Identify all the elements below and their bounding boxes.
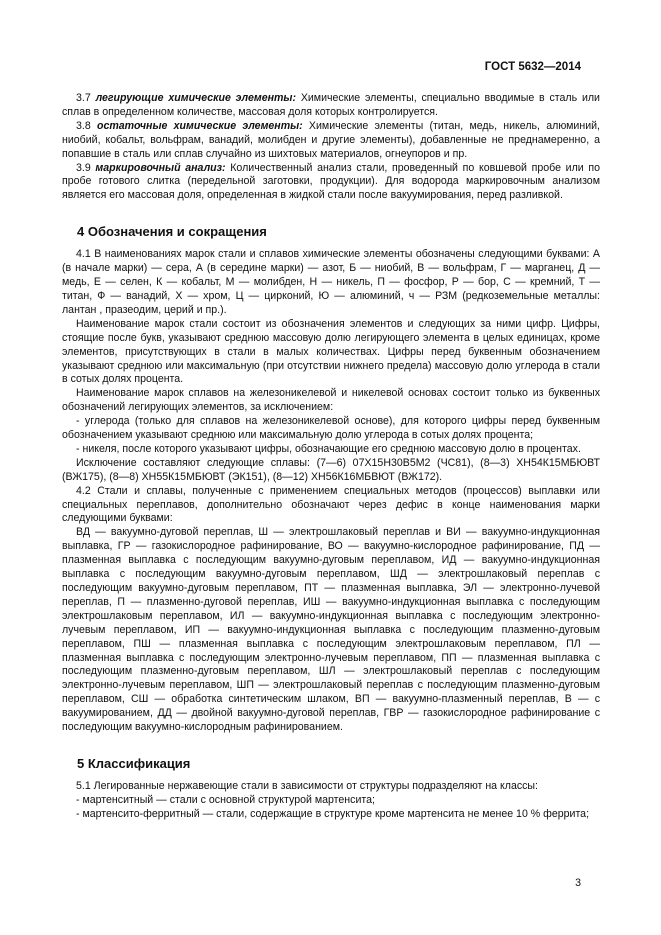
definition-3-8 [62,120,600,162]
definition-text: Количественный анализ стали, проведенный по ковшевой пробе или по пробе готового слитка (передельной заготовки, продукции). Для водорода маркировочным анализом является его массовая доля, определенная в жидкой стали после вакуумирования, перед разливкой. [62,161,601,202]
definition-number: 3.9 [76,161,91,174]
section-heading-5: 5 Классификация [77,755,191,771]
definition-text: Химические элементы (титан, медь, никель, алюминий, ниобий, кобальт, вольфрам, ванадий, молибден и другие элементы), добавленные не преднамеренно, а попавшие в сталь или сплав случайно из шихтовых материалов, огнеупоров и пр. [62,119,600,160]
list-item: - углерода (только для сплавов на железоникелевой основе), для которого цифры перед буквенным обозначением указывают среднюю или максимальную долю углерода в сотых долях процента; [62,415,600,442]
section-heading-4: 4 Обозначения и сокращения [77,224,267,240]
paragraph: Наименование марок сплавов на железоникелевой и никелевой основах состоит только из буквенных обозначений легирующих элементов, за исключением: [62,387,600,414]
definition-text: Химические элементы, специально вводимые в сталь или сплав в определенном количестве, массовая доля которых контролируется. [62,92,600,118]
definition-term: маркировочный анализ: [95,161,226,174]
definition-3-9 [62,162,600,204]
list-item: - мартенситный — стали с основной структурой мартенсита; [76,793,375,806]
list-item: - мартенсито-ферритный — стали, содержащие в структуре кроме мартенсита не менее 10 % феррита; [76,807,590,820]
document-body [62,92,600,822]
page-number: 3 [575,877,581,889]
paragraph-4-2: 4.2 Стали и сплавы, полученные с применением специальных методов (процессов) выплавки или специальных переплавов, дополнительно обозначают через дефис в конце наименования марки следующими буквами: [62,484,600,525]
definition-3-7 [62,92,600,120]
paragraph: Исключение составляют следующие сплавы: (7—6) 07Х15Н30В5М2 (ЧС81), (8—3) ХН54К15МБЮВТ (ВЖ175), (8—8) ХН55К15МБЮВТ (ЭК151), (8—12) ХН56К16МБВЮТ (ВЖ172). [62,456,600,483]
paragraph-5-1: 5.1 Легированные нержавеющие стали в зависимости от структуры подразделяют на классы: [76,779,538,792]
document-code: ГОСТ 5632—2014 [484,61,581,73]
definition-number: 3.8 [76,119,91,132]
paragraph-4-1: 4.1 В наименованиях марок стали и сплавов химические элементы обозначены следующими буквами: А (в начале марки) — сера, А (в середине марки) — азот, Б — ниобий, В — вольфрам, Г — марганец, Д — медь, Е — селен, К — кобальт, М — молибден, Н — никель, П — фосфор, Р — бор, С — кремний, Т — титан, Ф — ванадий, Х — хром, Ц — цирконий, Ю — алюминий, ч — РЗМ (редкоземельные металлы: лантан , празеодим, церий и пр.). [62,248,600,316]
definition-number: 3.7 [76,92,91,104]
definition-term: остаточные химические элементы: [96,119,303,132]
list-item: - никеля, после которого указывают цифры, обозначающие его среднюю массовую долю в процентах. [76,442,581,455]
paragraph: ВД — вакуумно-дуговой переплав, Ш — электрошлаковый переплав и ВИ — вакуумно-индукционная выплавка, ГР — газокислородное рафинирование, ВО — вакуумно-кислородное рафинирование, ПД — плазменная выплавка с последующим вакуумно-дуговым переплавом, ИД — вакуумно-индукционная выплавка с последующим вакуумно-дуговым переплавом, ШД — электрошлаковый переплав с последующим вакуумно-дуговым переплавом, ПТ — плазменная выплавка, ЭЛ — электронно-лучевой переплав, П — плазменно-дуговой переплав, ИШ — вакуумно-индукционная выплавка с последующим электрошлаковым переплавом, ИЛ — вакуумно-индукционная выплавка с последующим электронно-лучевым переплавом, ИП — вакуумно-индукционная выплавка с последующим плазменно-дуговым переплавом, ПШ — плазменная выплавка с последующим электрошлаковым переплавом, ПЛ — плазменная выплавка с последующим электронно-лучевым переплавом, ПП — плазменная выплавка с последующим плазменно-дуговым переплавом, ШЛ — электрошлаковый переплав с последующим электронно-лучевым переплавом, ШП — электрошлаковый переплав с последующим плазменно-дуговым переплавом, СШ — обработка синтетическим шлаком, ВП — вакуумно-плазменный переплав, В — с вакуумированием, ДД — двойной вакуумно-дуговой переплав, ГВР — газокислородное рафинирование с последующим вакуумно-кислородным рафинированием. [62,526,600,734]
definition-term: легирующие химические элементы: [95,92,296,104]
paragraph: Наименование марок стали состоит из обозначения элементов и следующих за ними цифр. Цифры, стоящие после букв, указывают среднюю массовую долю легирующего элемента в целых единицах, кроме элементов, присутствующих в стали в малых количествах. Цифры перед буквенным обозначением указывают среднюю или максимальную (при отсутствии нижнего предела) массовую долю углерода в стали в сотых долях процента. [62,317,600,386]
